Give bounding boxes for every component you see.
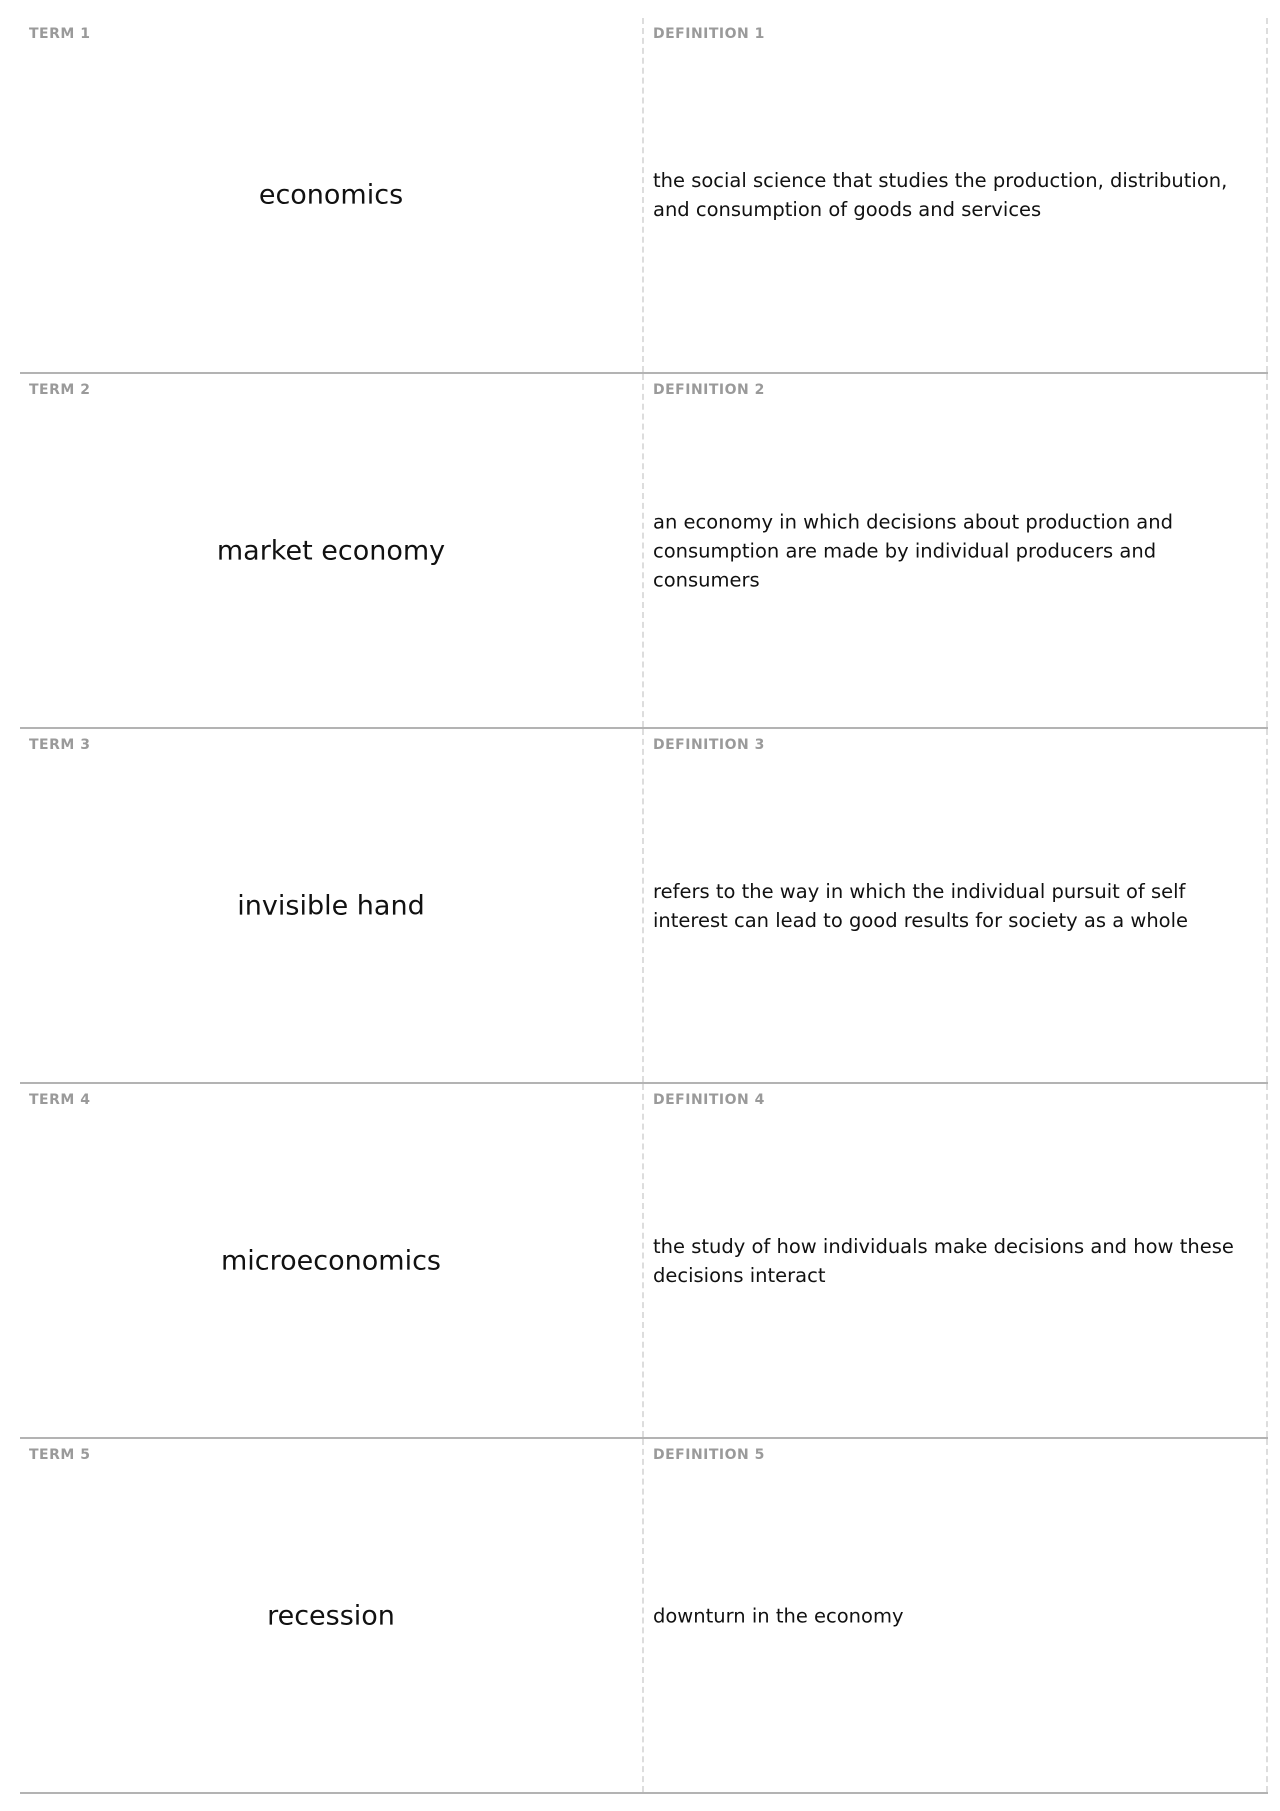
- definition-label: DEFINITION 3: [653, 737, 765, 753]
- term-text: invisible hand: [237, 890, 425, 921]
- definition-cell: [644, 374, 1268, 727]
- definition-text: the social science that studies the production, distribution, and consumption of goods and services: [653, 169, 1228, 221]
- definition-cell: [644, 1084, 1268, 1437]
- term-text: microeconomics: [221, 1245, 441, 1276]
- term-cell: [20, 729, 644, 1082]
- term-cell: [20, 1084, 644, 1437]
- term-label: TERM 4: [29, 1092, 91, 1108]
- term-cell: [20, 374, 644, 727]
- definition-cell: [644, 1439, 1268, 1792]
- term-text: recession: [267, 1600, 395, 1631]
- flashcard-row: [20, 374, 1268, 729]
- definition-label: DEFINITION 4: [653, 1092, 765, 1108]
- term-text: economics: [258, 179, 404, 211]
- definition-cell: [644, 18, 1268, 372]
- definition-label: DEFINITION 5: [653, 1447, 765, 1463]
- flashcard-row: [20, 18, 1268, 374]
- flashcard-row: [20, 1084, 1268, 1439]
- definition-text: downturn in the economy: [653, 1604, 904, 1627]
- term-label: TERM 1: [29, 26, 91, 42]
- definition-text: the study of how individuals make decisions and how these decisions interact: [653, 1234, 1234, 1287]
- definition-text: refers to the way in which the individual pursuit of self interest can lead to good results for society as a whole: [653, 879, 1189, 932]
- definition-cell: [644, 729, 1268, 1082]
- flashcard-sheet: [20, 18, 1268, 1800]
- term-text: market economy: [216, 535, 446, 566]
- flashcard-row: [20, 1439, 1268, 1794]
- term-cell: [20, 18, 644, 372]
- definition-label: DEFINITION 1: [653, 26, 765, 42]
- term-label: TERM 5: [29, 1447, 91, 1463]
- term-label: TERM 3: [29, 737, 91, 753]
- flashcard-row: [20, 729, 1268, 1084]
- term-cell: [20, 1439, 644, 1792]
- term-label: TERM 2: [29, 382, 91, 398]
- definition-text: an economy in which decisions about production and consumption are made by individual producers and consumers: [653, 510, 1173, 591]
- definition-label: DEFINITION 2: [653, 382, 765, 398]
